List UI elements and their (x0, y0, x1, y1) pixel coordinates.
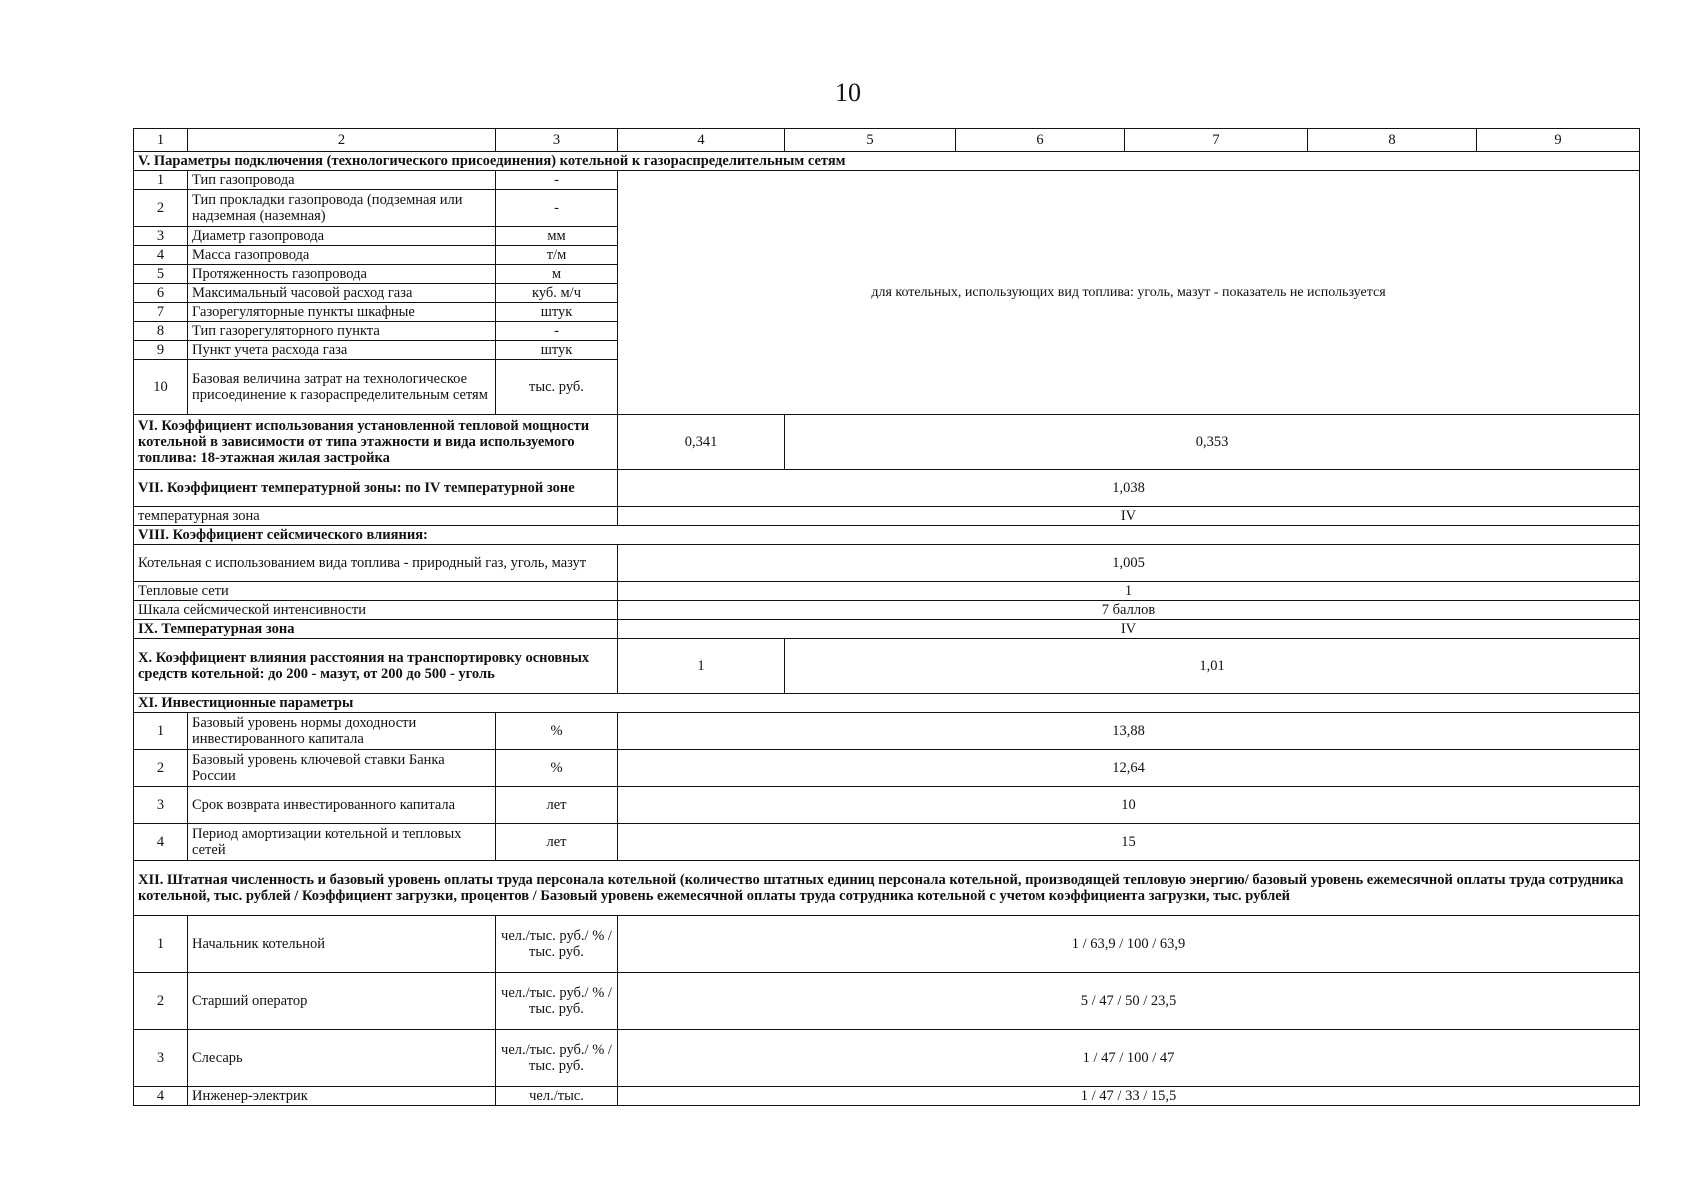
parameter-unit: - (496, 322, 618, 341)
row-number: 2 (134, 190, 188, 227)
parameter-name: Тип прокладки газопровода (подземная или надземная (наземная) (188, 190, 496, 227)
parameter-unit: % (496, 750, 618, 787)
row-number: 5 (134, 265, 188, 284)
row-number: 10 (134, 360, 188, 415)
parameter-name: Тип газорегуляторного пункта (188, 322, 496, 341)
section-10-value-1: 1 (618, 639, 785, 694)
parameter-unit: чел./тыс. (496, 1087, 618, 1106)
temperature-zone-value: IV (618, 507, 1640, 526)
section-7-value: 1,038 (618, 470, 1640, 507)
seismic-row-label: Котельная с использованием вида топлива - природный газ, уголь, мазут (134, 545, 618, 582)
parameter-unit: чел./тыс. руб./ % /тыс. руб. (496, 973, 618, 1030)
staff-position: Слесарь (188, 1030, 496, 1087)
parameter-unit: - (496, 190, 618, 227)
section-10-value-2: 1,01 (785, 639, 1640, 694)
parameter-unit: тыс. руб. (496, 360, 618, 415)
parameter-name: Срок возврата инвестированного капитала (188, 787, 496, 824)
section-5-note: для котельных, использующих вид топлива: уголь, мазут - показатель не используется (618, 171, 1640, 415)
row-number: 4 (134, 246, 188, 265)
row-number: 8 (134, 322, 188, 341)
parameter-name: Базовая величина затрат на технологическое присоединение к газораспределительным сетям (188, 360, 496, 415)
parameter-unit: т/м (496, 246, 618, 265)
parameter-name: Базовый уровень нормы доходности инвестированного капитала (188, 713, 496, 750)
parameter-unit: штук (496, 303, 618, 322)
staff-position: Инженер-электрик (188, 1087, 496, 1106)
row-number: 7 (134, 303, 188, 322)
parameters-table (133, 128, 1640, 1106)
parameter-unit: чел./тыс. руб./ % /тыс. руб. (496, 1030, 618, 1087)
parameter-unit: лет (496, 824, 618, 861)
staff-value: 5 / 47 / 50 / 23,5 (618, 973, 1640, 1030)
section-5-title: V. Параметры подключения (технологического присоединения) котельной к газораспределительным сетям (134, 152, 1640, 171)
column-number: 5 (785, 129, 956, 152)
section-7-title: VII. Коэффициент температурной зоны: по IV температурной зоне (134, 470, 618, 507)
parameter-unit: % (496, 713, 618, 750)
seismic-row-value: 7 баллов (618, 601, 1640, 620)
parameter-name: Протяженность газопровода (188, 265, 496, 284)
row-number: 4 (134, 824, 188, 861)
staff-position: Старший оператор (188, 973, 496, 1030)
seismic-row-value: 1 (618, 582, 1640, 601)
section-12-title: XII. Штатная численность и базовый уровень оплаты труда персонала котельной (количество штатных единиц персонала котельной, производящей тепловую энергию/ базовый уровень ежемесячной оплаты труда сотрудника котельной, тыс. рублей / Коэффициент загрузки, процентов / Базовый уровень ежемесячной оплаты труда сотрудника котельной с учетом коэффициента загрузки, тыс. рублей (134, 861, 1640, 916)
parameter-value: 13,88 (618, 713, 1640, 750)
staff-value: 1 / 47 / 33 / 15,5 (618, 1087, 1640, 1106)
staff-value: 1 / 63,9 / 100 / 63,9 (618, 916, 1640, 973)
parameter-name: Максимальный часовой расход газа (188, 284, 496, 303)
staff-value: 1 / 47 / 100 / 47 (618, 1030, 1640, 1087)
column-number: 1 (134, 129, 188, 152)
seismic-row-label: Шкала сейсмической интенсивности (134, 601, 618, 620)
section-6-value-1: 0,341 (618, 415, 785, 470)
column-number-row (134, 129, 1640, 152)
row-number: 4 (134, 1087, 188, 1106)
section-6-value-2: 0,353 (785, 415, 1640, 470)
parameter-name: Диаметр газопровода (188, 227, 496, 246)
parameter-value: 15 (618, 824, 1640, 861)
section-9-title: IX. Температурная зона (134, 620, 618, 639)
parameter-unit: м (496, 265, 618, 284)
parameter-name: Газорегуляторные пункты шкафные (188, 303, 496, 322)
parameter-unit: мм (496, 227, 618, 246)
section-10-title: X. Коэффициент влияния расстояния на транспортировку основных средств котельной: до 200 - мазут, от 200 до 500 - уголь (134, 639, 618, 694)
row-number: 2 (134, 973, 188, 1030)
row-number: 1 (134, 171, 188, 190)
parameter-unit: чел./тыс. руб./ % /тыс. руб. (496, 916, 618, 973)
parameter-name: Тип газопровода (188, 171, 496, 190)
parameter-name: Период амортизации котельной и тепловых сетей (188, 824, 496, 861)
temperature-zone-label: температурная зона (134, 507, 618, 526)
parameter-unit: лет (496, 787, 618, 824)
page-number: 10 (835, 78, 861, 107)
parameter-unit: куб. м/ч (496, 284, 618, 303)
column-number: 7 (1125, 129, 1308, 152)
row-number: 1 (134, 916, 188, 973)
section-9-value: IV (618, 620, 1640, 639)
column-number: 3 (496, 129, 618, 152)
row-number: 6 (134, 284, 188, 303)
column-number: 2 (188, 129, 496, 152)
parameter-value: 12,64 (618, 750, 1640, 787)
column-number: 4 (618, 129, 785, 152)
parameter-name: Масса газопровода (188, 246, 496, 265)
parameter-name: Пункт учета расхода газа (188, 341, 496, 360)
section-8-title: VIII. Коэффициент сейсмического влияния: (134, 526, 1640, 545)
parameter-name: Базовый уровень ключевой ставки Банка России (188, 750, 496, 787)
column-number: 8 (1308, 129, 1477, 152)
row-number: 3 (134, 1030, 188, 1087)
row-number: 2 (134, 750, 188, 787)
row-number: 1 (134, 713, 188, 750)
row-number: 9 (134, 341, 188, 360)
section-11-title: XI. Инвестиционные параметры (134, 694, 1640, 713)
row-number: 3 (134, 787, 188, 824)
seismic-row-value: 1,005 (618, 545, 1640, 582)
row-number: 3 (134, 227, 188, 246)
parameter-unit: штук (496, 341, 618, 360)
seismic-row-label: Тепловые сети (134, 582, 618, 601)
section-6-title: VI. Коэффициент использования установленной тепловой мощности котельной в зависимости от типа этажности и вида используемого топлива: 18-этажная жилая застройка (134, 415, 618, 470)
staff-position: Начальник котельной (188, 916, 496, 973)
column-number: 6 (956, 129, 1125, 152)
parameter-unit: - (496, 171, 618, 190)
column-number: 9 (1477, 129, 1640, 152)
parameter-value: 10 (618, 787, 1640, 824)
